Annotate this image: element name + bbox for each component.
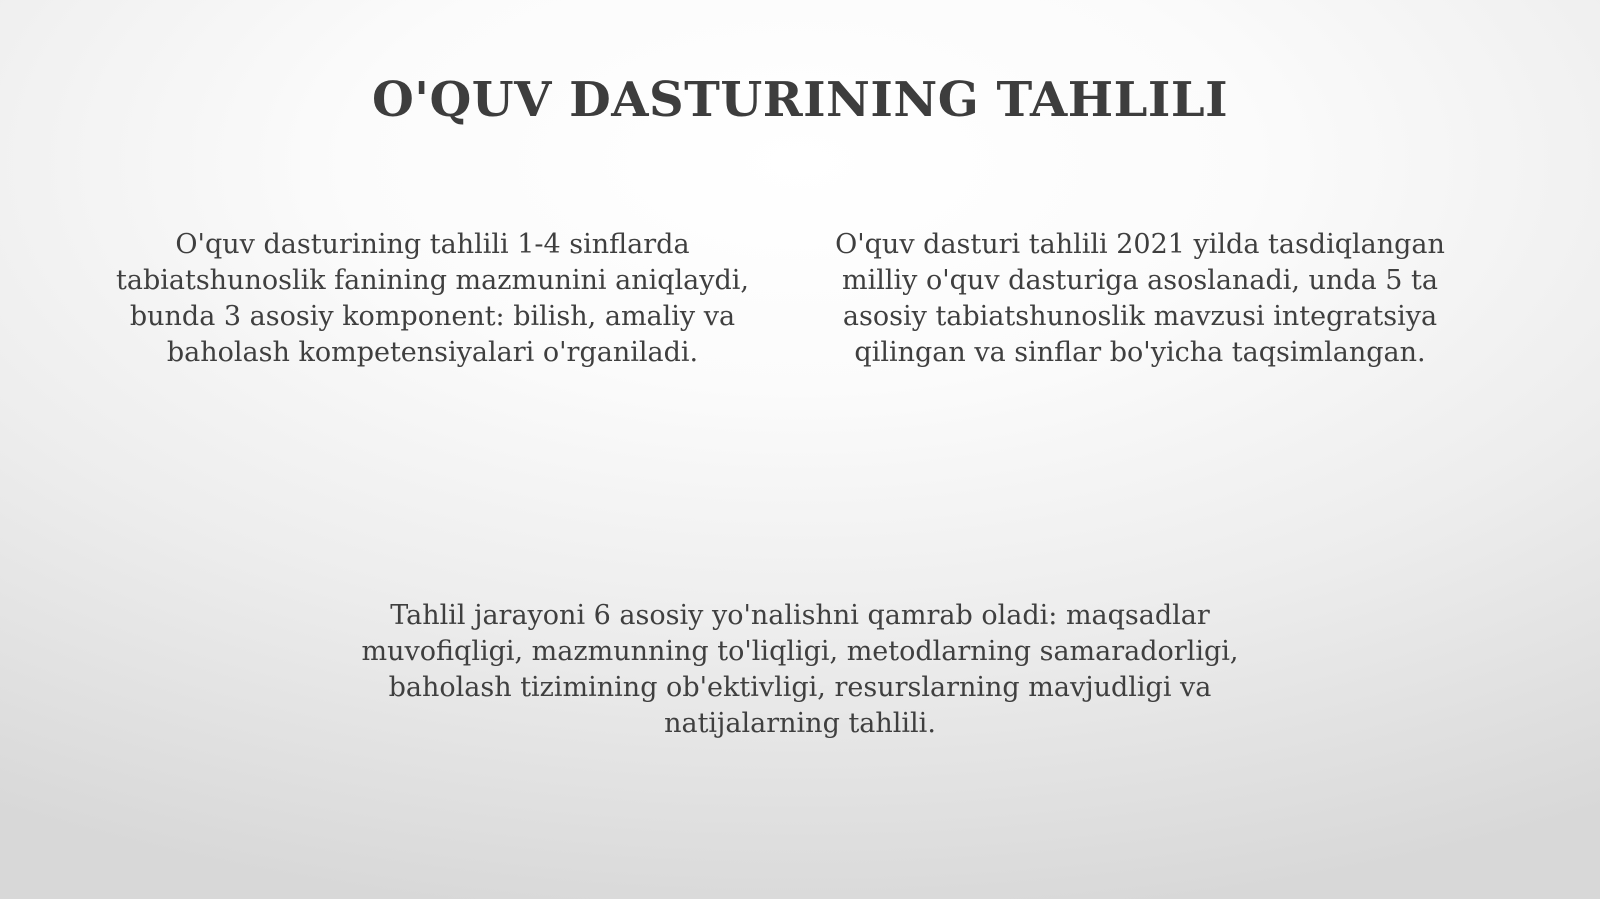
slide-title: O'QUV DASTURINING TAHLILI <box>371 72 1229 128</box>
right-text-block: O'quv dasturi tahlili 2021 yilda tasdiqlangan milliy o'quv dasturiga asoslanadi, unda 5 ta asosiy tabiatshunoslik mavzusi integratsiya qilingan va sinflar bo'yicha taqsimlangan. <box>835 229 1445 368</box>
bottom-text-block: Tahlil jarayoni 6 asosiy yo'nalishni qamrab oladi: maqsadlar muvofiqligi, mazmunning to'liqligi, metodlarning samaradorligi, baholash tizimining ob'ektivligi, resurslarning mavjudligi va natijalarning tahlili. <box>361 600 1239 739</box>
left-text-block: O'quv dasturining tahlili 1-4 sinflarda tabiatshunoslik fanining mazmunini aniqlaydi, bunda 3 asosiy komponent: bilish, amaliy va baholash kompetensiyalari o'rganiladi. <box>116 229 749 368</box>
